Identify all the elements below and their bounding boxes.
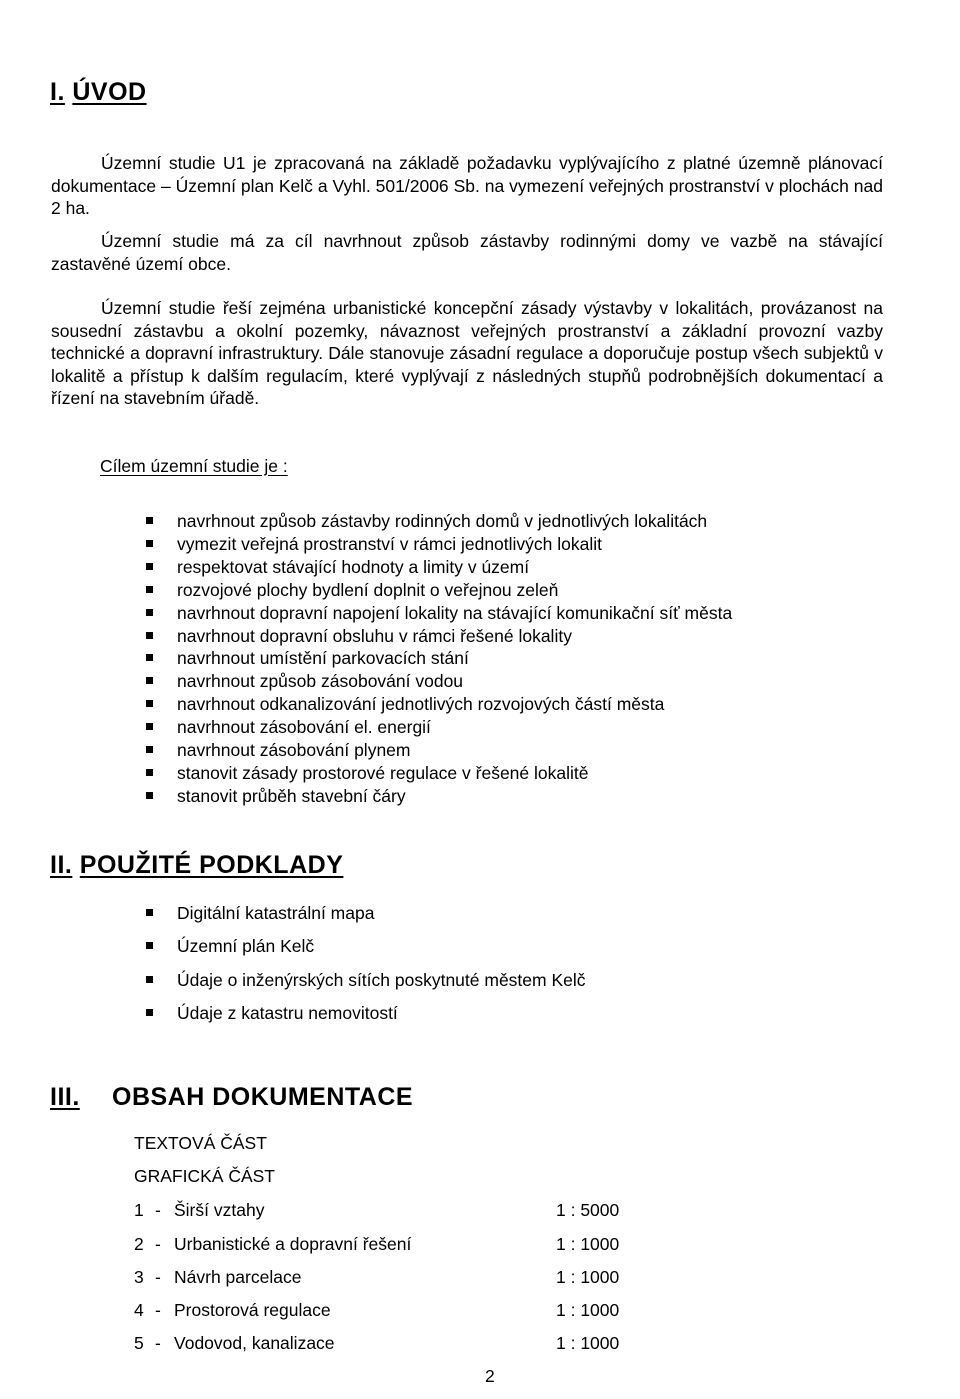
section-heading-intro <box>50 78 147 107</box>
list-item: navrhnout zásobování el. energií <box>146 716 732 739</box>
drawing-number: 1 <box>134 1200 144 1220</box>
list-item: navrhnout způsob zásobování vodou <box>146 670 732 693</box>
drawing-scale: 1 : 1000 <box>556 1333 620 1353</box>
drawing-separator: - <box>155 1234 161 1254</box>
intro-paragraph-2: Územní studie má za cíl navrhnout způsob zástavby rodinnými domy ve vazbě na stávající zastavěné území obce. <box>51 231 883 274</box>
section-number: II. <box>50 851 73 879</box>
text-part-label: TEXTOVÁ ČÁST <box>134 1133 267 1153</box>
list-item: rozvojové plochy bydlení doplnit o veřejnou zeleň <box>146 579 732 602</box>
drawing-separator: - <box>155 1333 161 1353</box>
section-heading-sources <box>50 851 343 880</box>
drawing-separator: - <box>155 1300 161 1320</box>
drawing-name: Vodovod, kanalizace <box>174 1333 335 1353</box>
list-item: navrhnout způsob zástavby rodinných domů v jednotlivých lokalitách <box>146 510 732 533</box>
drawing-name: Návrh parcelace <box>174 1267 302 1287</box>
intro-paragraph-1: Územní studie U1 je zpracovaná na základě požadavku vyplývajícího z platné územně plánovací dokumentace – Územní plan Kelč a Vyhl. 501/2006 Sb. na vymezení veřejných prostranství v plochách nad 2 ha. <box>51 153 883 218</box>
goals-list <box>146 510 732 808</box>
drawing-scale: 1 : 5000 <box>556 1200 620 1220</box>
list-item: stanovit zásady prostorové regulace v řešené lokalitě <box>146 762 732 785</box>
list-item: stanovit průběh stavební čáry <box>146 785 732 808</box>
section-number: III. <box>50 1083 80 1111</box>
list-item: vymezit veřejná prostranství v rámci jednotlivých lokalit <box>146 533 732 556</box>
section-title: ÚVOD <box>72 78 147 106</box>
list-item: navrhnout odkanalizování jednotlivých rozvojových částí města <box>146 693 732 716</box>
list-item: navrhnout umístění parkovacích stání <box>146 647 732 670</box>
section-number: I. <box>50 78 65 106</box>
graphic-part-label: GRAFICKÁ ČÁST <box>134 1166 275 1186</box>
section-heading-contents <box>50 1083 413 1112</box>
drawing-number: 4 <box>134 1300 144 1320</box>
section-title: POUŽITÉ PODKLADY <box>79 851 344 879</box>
intro-paragraph-3: Územní studie řeší zejména urbanistické koncepční zásady výstavby v lokalitách, provázanost na sousední zástavbu a okolní pozemky, návaznost veřejných prostranství a základní provozní vazby technické a dopravní infrastruktury. Dále stanovuje zásadní regulace a doporučuje postup všech subjektů v lokalitě a přístup k dalším regulacím, které vyplývají z následných stupňů podrobnějších dokumentací a řízení na stavebním úřadě. <box>51 298 883 408</box>
list-item: Údaje z katastru nemovitostí <box>146 997 586 1030</box>
list-item: navrhnout dopravní napojení lokality na stávající komunikační síť města <box>146 602 732 625</box>
section-title: OBSAH DOKUMENTACE <box>112 1083 414 1111</box>
drawing-name: Širší vztahy <box>174 1200 265 1220</box>
list-item: Digitální katastrální mapa <box>146 897 586 930</box>
drawing-scale: 1 : 1000 <box>556 1267 620 1287</box>
drawing-separator: - <box>155 1200 161 1220</box>
drawing-number: 2 <box>134 1234 144 1254</box>
drawing-name: Urbanistické a dopravní řešení <box>174 1234 412 1254</box>
drawing-scale: 1 : 1000 <box>556 1300 620 1320</box>
goals-heading: Cílem územní studie je : <box>100 456 288 476</box>
list-item: navrhnout dopravní obsluhu v rámci řešené lokality <box>146 625 732 648</box>
page-number: 2 <box>485 1366 495 1386</box>
list-item: Územní plán Kelč <box>146 930 586 963</box>
list-item: navrhnout zásobování plynem <box>146 739 732 762</box>
drawing-name: Prostorová regulace <box>174 1300 331 1320</box>
list-item: respektovat stávající hodnoty a limity v území <box>146 556 732 579</box>
drawing-number: 5 <box>134 1333 144 1353</box>
drawing-separator: - <box>155 1267 161 1287</box>
sources-list <box>146 897 586 1030</box>
list-item: Údaje o inženýrských sítích poskytnuté městem Kelč <box>146 964 586 997</box>
drawing-scale: 1 : 1000 <box>556 1234 620 1254</box>
drawing-number: 3 <box>134 1267 144 1287</box>
